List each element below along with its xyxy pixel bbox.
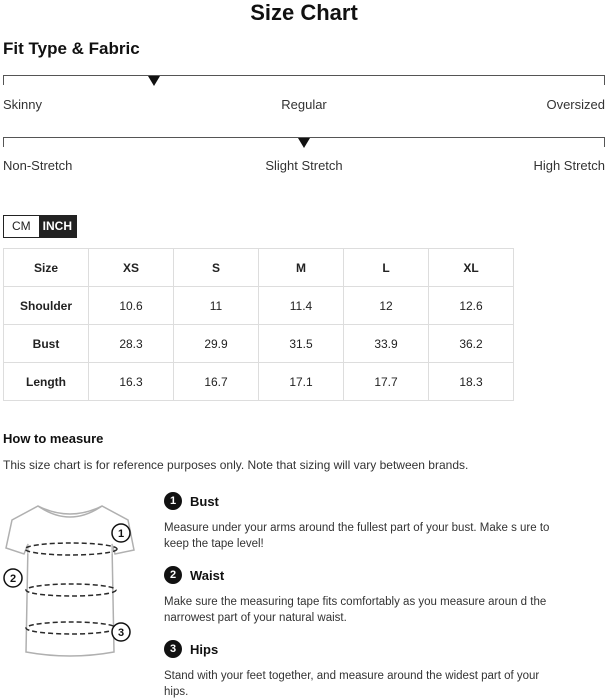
step-description: Measure under your arms around the fullest part of your bust. Make s ure to keep the tape level! [164,522,550,550]
svg-text:2: 2 [9,573,17,585]
table-cell: 36.2 [429,325,514,363]
table-cell: 11.4 [259,287,344,325]
fit-label-skinny: Skinny [3,97,43,112]
step-description: Make sure the measuring tape fits comfortably as you measure aroun d the narrowest part of your natural waist. [164,596,547,624]
table-row [4,363,514,401]
step-number-badge: 3 [164,640,182,658]
table-cell: 12 [344,287,429,325]
marker-2-icon [4,569,22,587]
table-cell: 33.9 [344,325,429,363]
table-row-label: Bust [4,325,89,363]
marker-3-icon [112,623,130,641]
step-description: Stand with your feet together, and measure around the widest part of your hips. [164,670,540,698]
table-row-label: Length [4,363,89,401]
table-cell: 31.5 [259,325,344,363]
step-number-badge: 2 [164,566,182,584]
step-name: Bust [190,493,219,509]
table-cell: 10.6 [89,287,174,325]
table-cell: 18.3 [429,363,514,401]
svg-text:1: 1 [117,528,125,540]
measure-step-bust [164,492,564,552]
table-cell: 11 [174,287,259,325]
table-header-cell: Size [4,249,89,287]
fit-label-regular: Regular [281,97,327,112]
how-to-measure-title: How to measure [3,431,104,446]
fit-type-marker [148,76,160,86]
table-header-cell: S [174,249,259,287]
unit-inch-button[interactable]: INCH [39,216,76,237]
scale-tick-left [3,137,4,147]
unit-cm-button[interactable]: CM [12,219,31,233]
step-name: Waist [190,567,225,583]
table-cell: 17.7 [344,363,429,401]
step-name: Hips [190,641,219,657]
table-row-label: Shoulder [4,287,89,325]
how-to-measure-note: This size chart is for reference purposes only. Note that sizing will vary between brands. [3,458,469,472]
table-cell: 16.7 [174,363,259,401]
table-header-row [4,249,514,287]
size-table [3,248,514,401]
table-header-cell: M [259,249,344,287]
fit-section-title: Fit Type & Fabric [3,39,140,58]
table-cell: 28.3 [89,325,174,363]
step-number-badge: 1 [164,492,182,510]
svg-text:3: 3 [117,627,125,639]
scale-tick-left [3,75,4,85]
stretch-marker [298,138,310,148]
table-cell: 12.6 [429,287,514,325]
tshirt-measure-illustration [0,492,145,662]
scale-tick-right [604,137,605,147]
fit-label-oversized: Oversized [546,97,605,112]
table-cell: 17.1 [259,363,344,401]
marker-1-icon [112,524,130,542]
scale-line [3,75,605,76]
table-row [4,325,514,363]
stretch-label-high: High Stretch [533,158,605,173]
unit-toggle [3,215,77,238]
table-header-cell: XL [429,249,514,287]
table-row [4,287,514,325]
measure-step-hips [164,640,564,700]
stretch-label-slight: Slight Stretch [265,158,343,173]
stretch-label-non: Non-Stretch [3,158,73,173]
scale-tick-right [604,75,605,85]
page-title: Size Chart [250,0,358,25]
table-header-cell: XS [89,249,174,287]
table-cell: 16.3 [89,363,174,401]
measure-step-waist [164,566,564,626]
table-cell: 29.9 [174,325,259,363]
stretch-scale [3,137,605,149]
fit-type-scale [3,75,605,87]
table-header-cell: L [344,249,429,287]
